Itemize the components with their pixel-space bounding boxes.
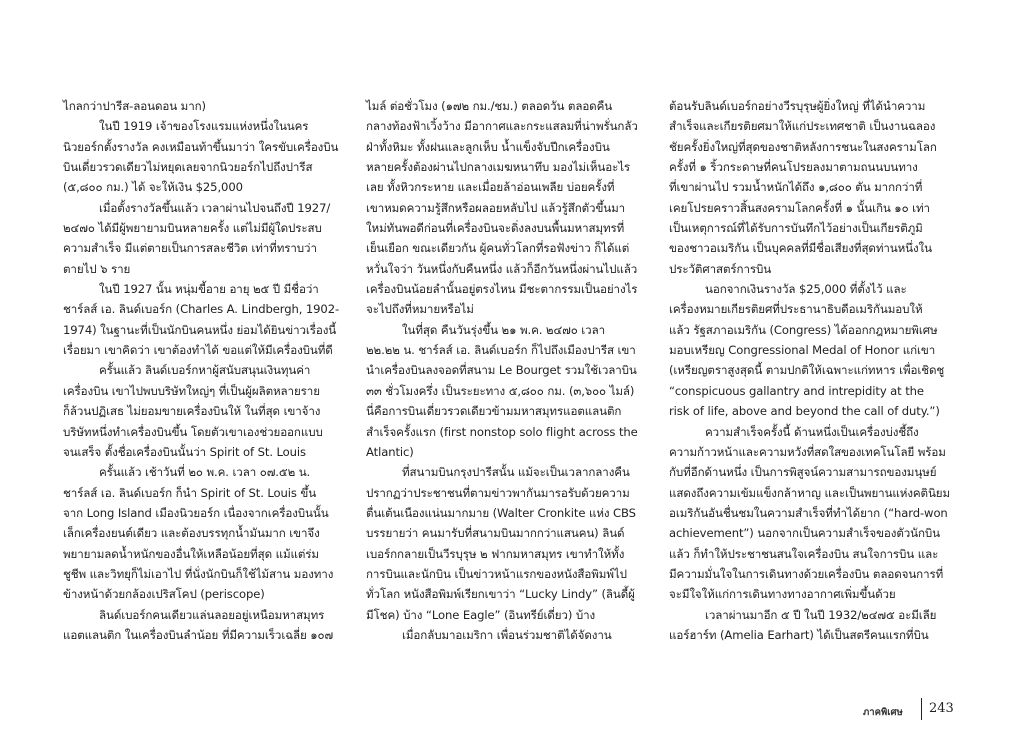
text-line: risk of life, above and beyond the call of duty.”) [669,404,940,419]
text-line: ประวัติศาสตร์การบิน [669,261,772,276]
text-line: แอร์ฮาร์ท (Amelia Earhart) ได้เป็นสตรีคนแรกที่บิน [669,627,929,642]
section-label: ภาคพิเศษ [863,707,903,718]
text-line: ชาร์ลส์ เอ. ลินด์เบอร์ก (Charles A. Lindbergh, 1902- [63,302,340,317]
text-line: ความก้าวหน้าและความหวังที่สดใสของเทคโนโลยี พร้อม [669,444,946,459]
text-line: Atlantic) [366,444,414,459]
text-line: กับที่อีกด้านหนึ่ง เป็นการพิสูจน์ความสามารถของมนุษย์ [669,465,937,480]
text-line: ต้อนรับลินด์เบอร์กอย่างวีรบุรุษผู้ยิ่งใหญ่ ที่ได้นำความ [669,99,926,113]
text-line: พยายามลดน้ำหนักของอื่นให้เหลือน้อยที่สุด แม้แต่ร่ม [63,546,319,561]
text-line: บรรยายว่า คนมารับที่สนามบินมากกว่าแสนคน) ลินด์ [366,526,625,541]
text-line: ชัยครั้งยิ่งใหญ่ที่สุดของชาติหลังการชนะในสงครามโลก [669,139,937,154]
text-line: ครั้งที่ ๑ ริ้วกระดาษที่คนโปรยลงมาตามถนนบนทาง [669,160,918,175]
text-line: เวลาผ่านมาอีก ๕ ปี ในปี 1932/๒๔๗๕ อะมีเลีย [705,607,937,622]
text-line: 1974) ในฐานะที่เป็นนักบินคนหนึ่ง ย่อมได้ยินข่าวเรื่องนี้ [63,322,337,337]
text-line: (๕,๘๐๐ กม.) ได้ จะให้เงิน $25,000 [63,180,243,195]
text-line: ที่สนามบินกรุงปารีสนั้น แม้จะเป็นเวลากลางคืน [402,465,630,480]
text-line: เมื่อตั้งรางวัลขึ้นแล้ว เวลาผ่านไปจนถึงปี 1927/ [99,200,331,215]
text-line: นอกจากเงินรางวัล $25,000 ที่ตั้งไว้ และ [705,282,907,297]
text-line: บินเดี่ยวรวดเดียวไม่หยุดเลยจากนิวยอร์กไปถึงปารีส [63,160,313,175]
text-line: ชูชีพ และวิทยุก็ไม่เอาไป ที่นั่งนักบินก็ใช้ไม้สาน มองทาง [63,566,334,581]
text-line: นี่คือการบินเดี่ยวรวดเดียวข้ามมหาสมุทรแอตแลนติก [366,404,622,419]
text-line: ในที่สุด คืนวันรุ่งขึ้น ๒๑ พ.ค. ๒๔๗๐ เวลา [402,322,605,337]
text-line: ของชาวอเมริกัน เป็นบุคคลที่มีชื่อเสียงที่สุดท่านหนึ่งใน [669,241,932,256]
text-line: ทั่วโลก หนังสือพิมพ์เรียกเขาว่า “Lucky Lindy” (ลินดี้ผู้ [366,587,635,602]
text-line: ครั้นแล้ว เช้าวันที่ ๒๐ พ.ค. เวลา ๐๗.๕๒ น. [99,465,311,480]
text-line: อเมริกันอันชื่นชมในความสำเร็จที่ทำได้ยาก (“hard-won [669,505,948,520]
text-line: ๒๔๗๐ ได้มีผู้พยายามบินหลายครั้ง แต่ไม่มีผู้ใดประสบ [63,221,322,236]
text-line: ตายไป ๖ ราย [63,261,131,276]
text-line: เรื่อยมา เขาคิดว่า เขาต้องทำได้ ขอแต่ให้มีเครื่องบินที่ดี [63,343,333,358]
text-line: เมื่อกลับมาอเมริกา เพื่อนร่วมชาติได้จัดงาน [402,627,612,642]
text-line: แล้ว รัฐสภาอเมริกัน (Congress) ได้ออกกฎหมายพิเศษ [669,322,938,337]
text-line: ครั้นแล้ว ลินด์เบอร์กหาผู้สนับสนุนเงินทุนค่า [99,363,311,378]
text-line: ก็ล้วนปฏิเสธ ไม่ยอมขายเครื่องบินให้ ในที่สุด เขาจ้าง [63,404,321,419]
text-line: ที่เขาผ่านไป รวมน้ำหนักได้ถึง ๑,๘๐๐ ตัน มากกว่าที่ [669,180,923,195]
text-line: ในปี 1927 นั้น หนุ่มขี้อาย อายุ ๒๕ ปี มีชื่อว่า [99,282,319,297]
text-line: มีความมั่นใจในการเดินทางด้วยเครื่องบิน ตลอดจนการที่ [669,566,944,581]
text-line: เป็นเหตุการณ์ที่ได้รับการบันทึกไว้อย่างเป็นเกียรติภูมิ [669,221,923,236]
text-line: ๓๓ ชั่วโมงครึ่ง เป็นระยะทาง ๕,๘๐๐ กม. (๓,๖๐๐ ไมล์) [366,383,635,398]
text-line: นำเครื่องบินลงจอดที่สนาม Le Bourget รวมใช้เวลาบิน [366,363,637,378]
text-line: มีโชค) บ้าง “Lone Eagle” (อินทรีย์เดี่ยว) บ้าง [366,607,596,622]
text-line: มอบเหรียญ Congressional Medal of Honor แก่เขา [669,343,936,358]
text-line: ไกลกว่าปารีส-ลอนดอน มาก) [63,99,206,113]
text-line: เขาหมดความรู้สึกหรือผลอยหลับไป แล้วรู้สึกตัวขึ้นมา [366,200,626,215]
text-line: สำเร็จและเกียรติยศมาให้แก่ประเทศชาติ เป็นงานฉลอง [669,119,936,134]
text-line: นิวยอร์กตั้งรางวัล คงเหมือนท้าขึ้นมาว่า ใครขับเครื่องบิน [63,139,339,154]
text-line: เล็กเครื่องยนต์เดียว และต้องบรรทุกน้ำมันมาก เขาจึง [63,526,320,541]
text-line: จะมีใจให้แก่การเดินทางทางอากาศเพิ่มขึ้นด้วย [669,587,896,602]
text-line: ไมล์ ต่อชั่วโมง (๑๗๒ กม./ชม.) ตลอดวัน ตลอดคืน [366,99,613,113]
text-line: เย็นเยือก ขณะเดียวกัน ผู้คนทั่วโลกที่รอฟังข่าว ก็ได้แต่ [366,241,630,256]
text-line: หวั่นใจว่า วันหนึ่งกับคืนหนึ่ง แล้วก็อีกวันหนึ่งผ่านไปแล้ว [366,261,638,276]
text-line: กลางท้องฟ้าเวิ้งว้าง มีอากาศและกระแสลมที่น่าพรั่นกลัว [366,119,638,134]
text-line: ในปี 1919 เจ้าของโรงแรมแห่งหนึ่งในนคร [99,119,309,134]
text-line: ลินด์เบอร์กคนเดียวแล่นลอยอยู่เหนือมหาสมุทร [99,607,325,622]
text-line: เลย ทั้งหิวกระหาย และเมื่อยล้าอ่อนเพลีย บ่อยครั้งที่ [366,180,615,195]
text-column-2 [366,96,658,645]
text-line: ฝ่าทั้งหิมะ ทั้งฝนและลูกเห็บ น้ำแข็งจับปีกเครื่องบิน [366,139,610,154]
text-line: ชาร์ลส์ เอ. ลินด์เบอร์ก ก็นำ Spirit of St. Louis ขึ้น [63,485,317,500]
text-line: achievement”) นอกจากเป็นความสำเร็จของตัวนักบิน [669,526,940,541]
text-line: เคยโปรยคราวสิ้นสงครามโลกครั้งที่ ๑ นั้นเกิน ๑๐ เท่า [669,200,930,215]
text-line: เบอร์กกลายเป็นวีรบุรุษ ๒ ฟากมหาสมุทร เขาทำให้ทั้ง [366,546,625,561]
text-line: เครื่องบินน้อยลำนั้นอยู่ตรงไหน มีชะตากรรมเป็นอย่างไร [366,282,638,297]
text-column-1 [63,96,355,645]
footer-divider [921,698,922,720]
text-line: การบินและนักบิน เป็นข่าวหน้าแรกของหนังสือพิมพ์ไป [366,566,627,581]
text-column-3 [669,96,961,645]
text-line: แล้ว ก็ทำให้ประชาชนสนใจเครื่องบิน สนใจการบิน และ [669,546,939,561]
text-line: ปรากฏว่าประชาชนที่ตามข่าวพากันมารอรับด้วยความ [366,485,630,500]
text-line: ใหม่ทันพอดีก่อนที่เครื่องบินจะดิ่งลงบนพื้นมหาสมุทรที่ [366,221,625,236]
text-line: จะไปถึงที่หมายหรือไม่ [366,302,474,317]
text-line: เครื่องหมายเกียรติยศที่ประธานาธิบดีอเมริกันมอบให้ [669,302,923,317]
text-line: บริษัทหนึ่งทำเครื่องบินขึ้น โดยตัวเขาเองช่วยออกแบบ [63,424,323,439]
text-line: ความสำเร็จ มีแต่ตายเป็นการสละชีวิต เท่าที่ทราบว่า [63,241,317,256]
text-line: เครื่องบิน เขาไปพบบริษัทใหญ่ๆ ที่เป็นผู้ผลิตหลายราย [63,383,320,398]
page-number: 243 [929,701,954,716]
text-line: ข้างหน้าด้วยกล้องเปริสโคป (periscope) [63,587,265,602]
text-line: ๒๒.๒๒ น. ชาร์ลส์ เอ. ลินด์เบอร์ก ก็ไปถึงเมืองปารีส เขา [366,343,636,358]
text-line: จาก Long Island เมืองนิวยอร์ก เนื่องจากเครื่องบินนั้น [63,505,329,520]
text-line: “conspicuous gallantry and intrepidity at the [669,383,924,398]
text-line: แอตแลนติก ในเครื่องบินลำน้อย ที่มีความเร็วเฉลี่ย ๑๐๗ [63,627,334,642]
text-line: ตื่นเต้นเนืองแน่นมากมาย (Walter Cronkite แห่ง CBS [366,505,636,520]
text-line: สำเร็จครั้งแรก (first nonstop solo flight across the [366,424,638,439]
text-line: แสดงถึงความเข้มแข็งกล้าหาญ และเป็นพยานแห่งคตินิยม [669,485,951,500]
text-line: หลายครั้งต้องผ่านไปกลางเมฆหนาทึบ มองไม่เห็นอะไร [366,160,631,175]
text-line: (เหรียญตราสูงสุดนี้ ตามปกติให้เฉพาะแก่ทหาร เพื่อเชิดชู [669,363,945,378]
text-line: ความสำเร็จครั้งนี้ ด้านหนึ่งเป็นเครื่องบ่งชี้ถึง [705,424,919,439]
text-line: จนเสร็จ ตั้งชื่อเครื่องบินนั้นว่า Spirit of St. Louis [63,444,306,459]
